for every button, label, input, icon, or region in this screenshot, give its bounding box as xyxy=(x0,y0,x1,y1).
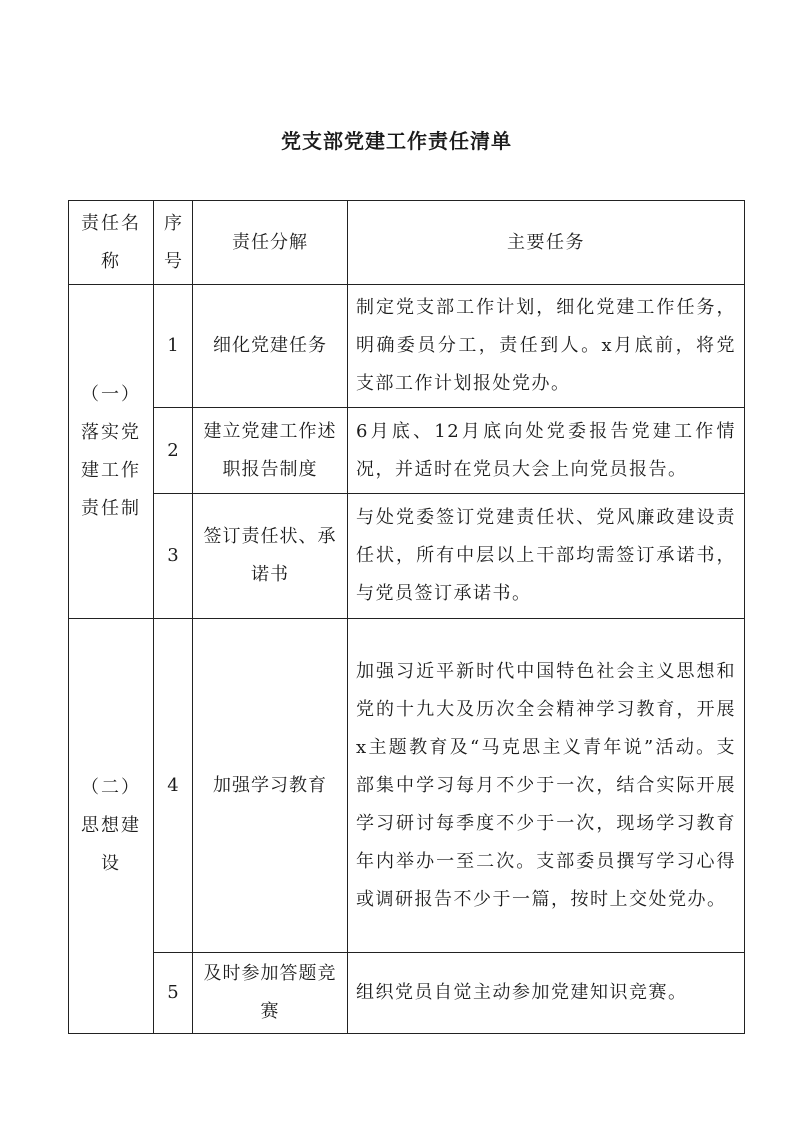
group-name-1: （一）落实党建工作责任制 xyxy=(69,285,154,619)
header-main-task: 主要任务 xyxy=(348,201,745,285)
row-decomposition: 细化党建任务 xyxy=(193,285,348,408)
row-index: 4 xyxy=(154,619,193,953)
header-decomposition: 责任分解 xyxy=(193,201,348,285)
row-index: 2 xyxy=(154,408,193,494)
table-header-row xyxy=(69,201,745,285)
row-decomposition: 建立党建工作述职报告制度 xyxy=(193,408,348,494)
header-index: 序号 xyxy=(154,201,193,285)
row-index: 3 xyxy=(154,494,193,619)
row-index: 1 xyxy=(154,285,193,408)
group-name-2: （二）思想建设 xyxy=(69,619,154,1034)
table-row xyxy=(69,953,745,1034)
header-responsibility-name: 责任名称 xyxy=(69,201,154,285)
row-task: 加强习近平新时代中国特色社会主义思想和党的十九大及历次全会精神学习教育，开展x主题教育及“马克思主义青年说”活动。支部集中学习每月不少于一次，结合实际开展学习研讨每季度不少于一次，现场学习教育年内举办一至二次。支部委员撰写学习心得或调研报告不少于一篇，按时上交处党办。 xyxy=(348,619,745,953)
responsibility-table xyxy=(68,200,745,1034)
row-decomposition: 加强学习教育 xyxy=(193,619,348,953)
row-decomposition: 及时参加答题竞赛 xyxy=(193,953,348,1034)
table-row xyxy=(69,408,745,494)
table-row xyxy=(69,494,745,619)
document-title: 党支部党建工作责任清单 xyxy=(281,129,512,153)
row-task: 组织党员自觉主动参加党建知识竞赛。 xyxy=(348,953,745,1034)
table-row xyxy=(69,619,745,953)
row-task: 与处党委签订党建责任状、党风廉政建设责任状，所有中层以上干部均需签订承诺书，与党员签订承诺书。 xyxy=(348,494,745,619)
row-decomposition: 签订责任状、承诺书 xyxy=(193,494,348,619)
row-task: 6月底、12月底向处党委报告党建工作情况，并适时在党员大会上向党员报告。 xyxy=(348,408,745,494)
row-index: 5 xyxy=(154,953,193,1034)
table-row xyxy=(69,285,745,408)
row-task: 制定党支部工作计划，细化党建工作任务，明确委员分工，责任到人。x月底前，将党支部工作计划报处党办。 xyxy=(348,285,745,408)
